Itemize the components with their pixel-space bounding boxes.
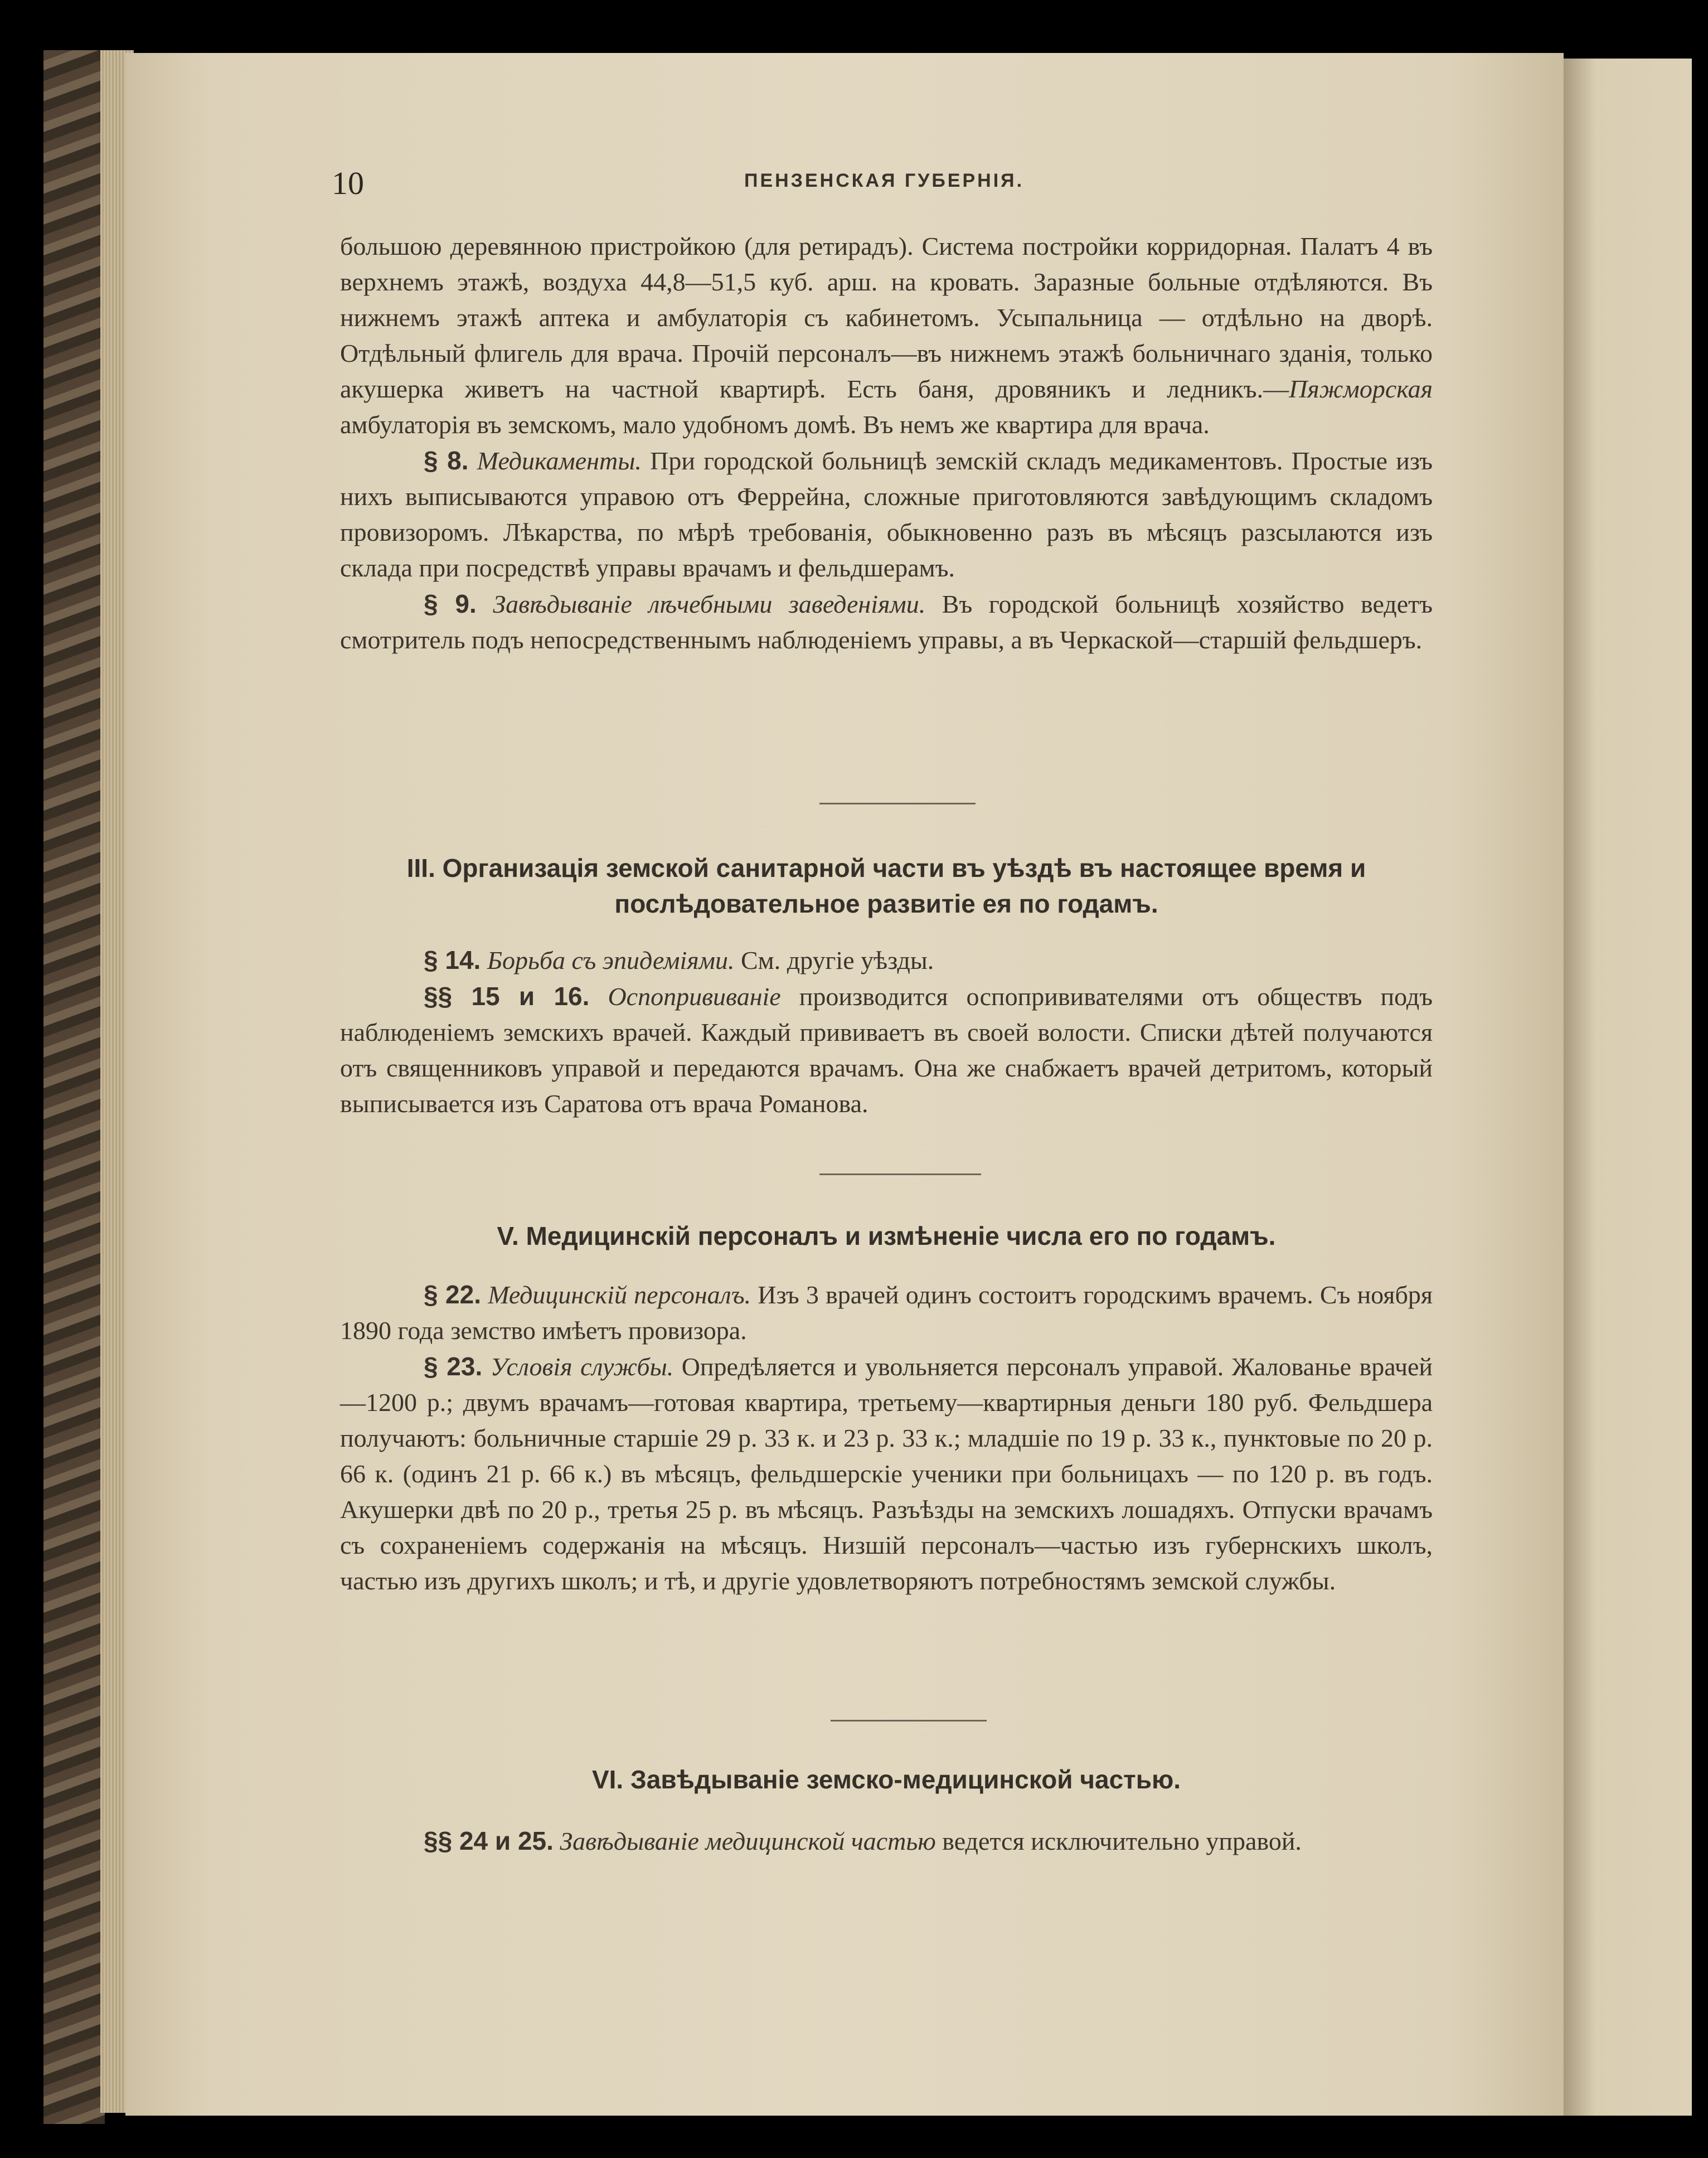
paragraph-medical-personnel: § 22. Медицинскій персоналъ. Изъ 3 врачей одинъ состоитъ городскимъ врачемъ. Съ ноября 1890 года земство имѣетъ провизора. (340, 1280, 1433, 1345)
paragraph-hospital-description: большою деревянною пристройкою (для ретирадъ). Система постройки корридорная. Палатъ 4 въ верхнемъ этажѣ, воздуха 44,8—51,5 куб. арш. на кровать. Заразные больные отдѣляются. Въ нижнемъ этажѣ аптека и амбулаторія съ кабинетомъ. Усыпальница — отдѣльно на дворѣ. Отдѣльный флигель для врача. Прочій персоналъ—въ нижнемъ этажѣ больничнаго зданія, только акушерка живетъ на частной квартирѣ. Есть баня, дровяникъ и ледникъ.—Пяжморская амбулаторія въ земскомъ, мало удобномъ домѣ. Въ немъ же квартира для врача. (340, 232, 1433, 439)
section-divider (819, 803, 976, 804)
section-heading-3: III. Организація земской санитарной части въ уѣздѣ въ настоящее время и послѣдовательное развитіе ея по годамъ. (406, 853, 1366, 918)
text-block-2 (340, 942, 1433, 1122)
running-title: ПЕНЗЕНСКАЯ ГУБЕРНІЯ. (744, 170, 1025, 191)
facing-page-edge (1564, 59, 1692, 2116)
book-binding (43, 50, 105, 2124)
paragraph-service-conditions: § 23. Условія службы. Опредѣляется и увольняется персоналъ управой. Жалованье врачей—1200 р.; двумъ врачамъ—готовая квартира, третьему—квартирныя деньги 180 руб. Фельдшера получаютъ: больничные старшіе 29 р. 33 к. и 23 р. 33 к.; младшіе по 19 р. 33 к., пунктовые по 20 р. 66 к. (одинъ 21 р. 66 к.) въ мѣсяцъ, фельдшерскіе ученики при больницахъ — по 120 р. въ годъ. Акушерки двѣ по 20 р., третья 25 р. въ мѣсяцъ. Разъѣзды на земскихъ лошадяхъ. Отпуски врачамъ съ сохраненіемъ содержанія на мѣсяцъ. Низшій персоналъ—частью изъ губернскихъ школъ, частью изъ другихъ школъ; и тѣ, и другіе удовлетворяютъ потребностямъ земской службы. (340, 1352, 1433, 1595)
page-header (332, 164, 1435, 201)
text-block-4 (340, 1823, 1433, 1859)
text-block-1 (340, 229, 1433, 658)
paragraph-vaccination: §§ 15 и 16. Оспопрививаніе производится оспопрививателями отъ обществъ подъ наблюденіемъ земскихъ врачей. Каждый прививаетъ въ своей волости. Списки дѣтей получаются отъ священниковъ управой и передаются врачамъ. Она же снабжаетъ врачей детритомъ, который выписывается изъ Саратова отъ врача Романова. (340, 982, 1433, 1118)
page-number: 10 (332, 165, 364, 201)
text-block-3 (340, 1277, 1433, 1599)
section-divider (819, 1173, 981, 1175)
section-heading-5: V. Медицинскій персоналъ и измѣненіе числа его по годамъ. (497, 1221, 1276, 1250)
section-heading-6: VI. Завѣдыванie земско-медицинской частью. (591, 1765, 1181, 1794)
section-divider (831, 1720, 987, 1721)
paragraph-epidemics: § 14. Борьба съ эпидеміями. См. другіе уѣзды. (424, 945, 934, 974)
paragraph-institutions-management: § 9. Завѣдыванie лѣчебными заведеніями. Въ городской больницѣ хозяйство ведетъ смотритель подъ непосредственнымъ наблюденіемъ управы, а въ Черкаской—старшій фельдшеръ. (340, 589, 1433, 654)
paragraph-management: §§ 24 и 25. Завѣдыванie медицинской частью ведется исключительно управой. (424, 1826, 1302, 1855)
paragraph-medicaments: § 8. Медикаменты. При городской больницѣ земскій складъ медикаментовъ. Простые изъ нихъ выписываются управою отъ Феррейна, сложные приготовляются завѣдующимъ складомъ провизоромъ. Лѣкарства, по мѣрѣ требованія, обыкновенно разъ въ мѣсяцъ разсылаются изъ склада при посредствѣ управы врачамъ и фельдшерамъ. (340, 446, 1433, 582)
